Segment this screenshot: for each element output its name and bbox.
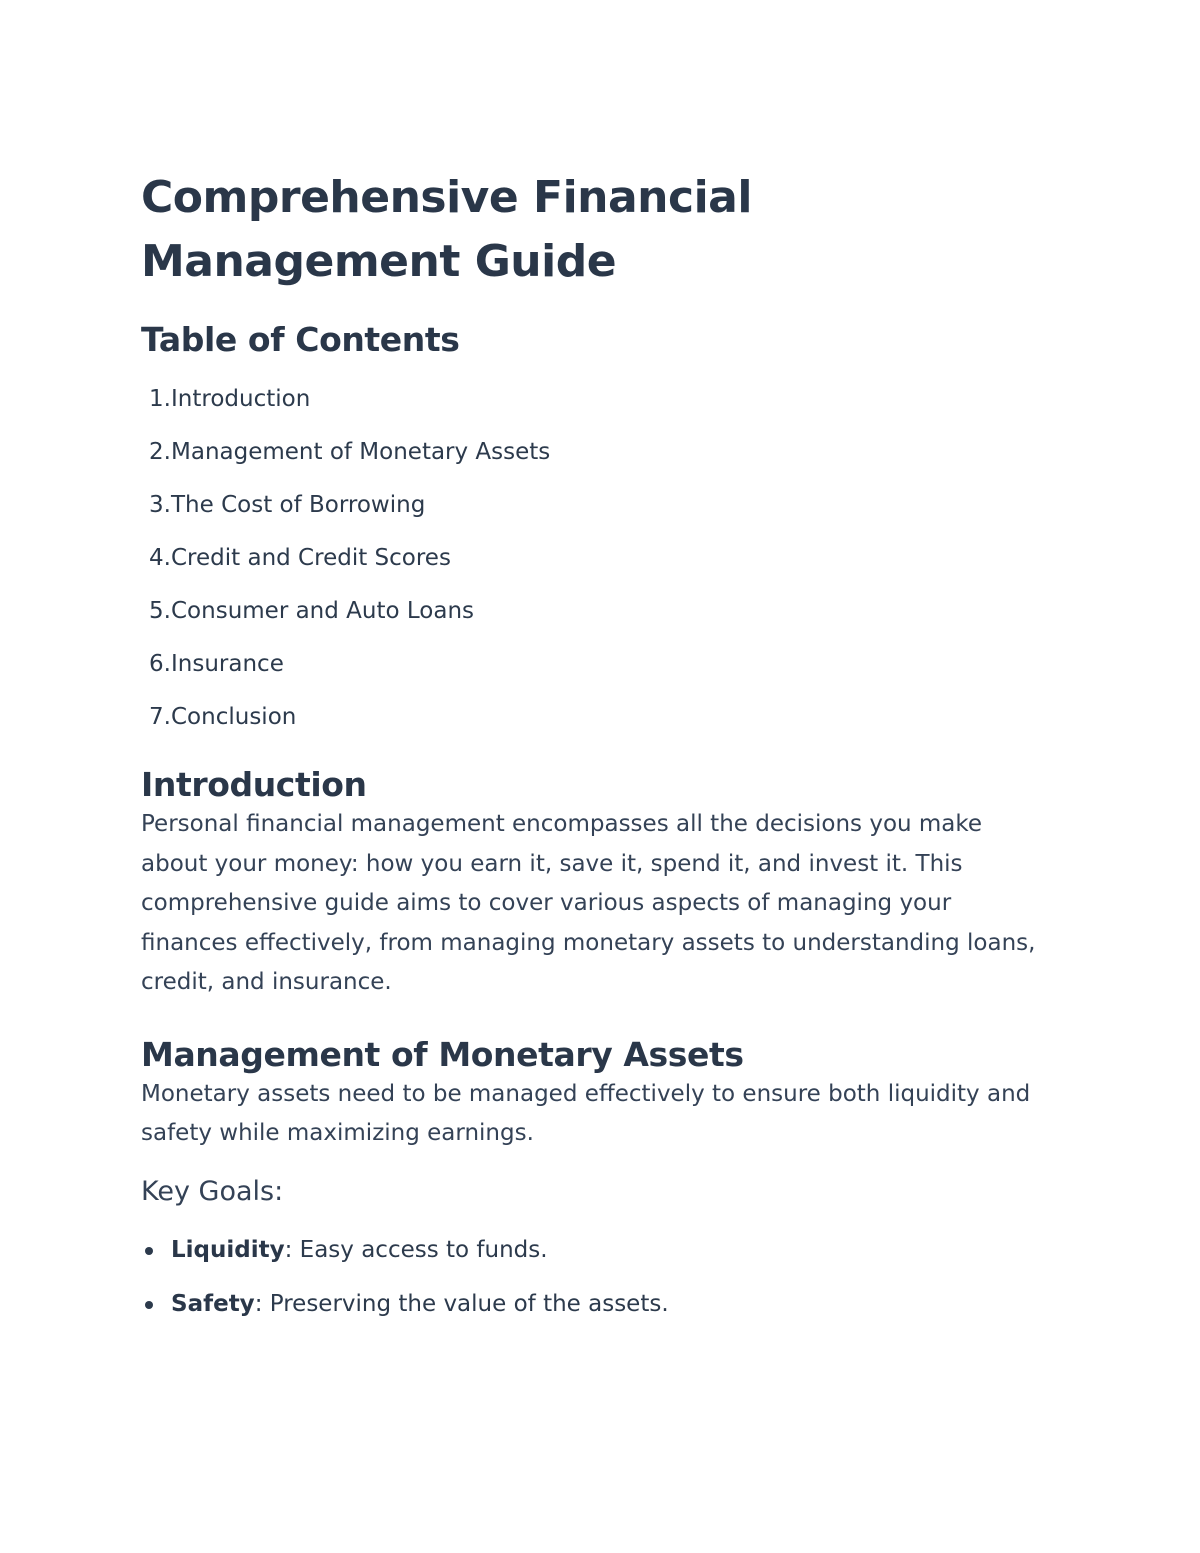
- toc-item-label: The Cost of Borrowing: [171, 492, 426, 518]
- table-of-contents: [141, 384, 1051, 755]
- toc-item-insurance: [141, 649, 1051, 702]
- toc-item-cost-of-borrowing: [141, 490, 1051, 543]
- toc-item-number: 3.: [149, 492, 171, 518]
- toc-item-number: 1.: [149, 386, 171, 412]
- key-goals-heading: Key Goals:: [141, 1175, 284, 1207]
- goal-term: Liquidity: [171, 1236, 285, 1263]
- toc-item-number: 6.: [149, 651, 171, 677]
- introduction-heading: Introduction: [141, 765, 367, 804]
- toc-item-number: 7.: [149, 704, 171, 730]
- toc-item-number: 5.: [149, 598, 171, 624]
- toc-item-label: Conclusion: [171, 704, 297, 730]
- introduction-paragraph: Personal financial management encompasses all the decisions you make about your money: how you earn it, save it, spend it, and invest it. This comprehensive guide aims to cover various aspects of managing your finances effectively, from managing monetary assets to understanding loans, credit, and insurance.: [141, 811, 1036, 995]
- document-title: Comprehensive Financial Management Guide: [141, 172, 752, 287]
- goal-text: [171, 1235, 548, 1265]
- toc-item-conclusion: [141, 702, 1051, 755]
- goal-text: [171, 1289, 669, 1319]
- key-goals-list: [141, 1235, 1051, 1343]
- toc-item-number: 4.: [149, 545, 171, 571]
- goal-description: : Preserving the value of the assets.: [254, 1290, 669, 1317]
- toc-item-number: 2.: [149, 439, 171, 465]
- toc-item-label: Credit and Credit Scores: [171, 545, 451, 571]
- toc-heading: Table of Contents: [141, 320, 460, 359]
- goal-liquidity: [141, 1235, 1051, 1289]
- toc-item-label: Insurance: [171, 651, 284, 677]
- toc-item-label: Introduction: [171, 386, 311, 412]
- toc-item-monetary-assets: [141, 437, 1051, 490]
- monetary-assets-heading: Management of Monetary Assets: [141, 1034, 744, 1074]
- toc-item-label: Management of Monetary Assets: [171, 439, 551, 465]
- monetary-assets-paragraph: Monetary assets need to be managed effectively to ensure both liquidity and safety while maximizing earnings.: [141, 1080, 1031, 1146]
- toc-item-credit-scores: [141, 543, 1051, 596]
- toc-item-introduction: [141, 384, 1051, 437]
- document-page: [141, 166, 1051, 1343]
- toc-item-label: Consumer and Auto Loans: [171, 598, 475, 624]
- goal-description: : Easy access to funds.: [284, 1236, 548, 1263]
- goal-safety: [141, 1289, 1051, 1343]
- toc-item-loans: [141, 596, 1051, 649]
- goal-term: Safety: [171, 1290, 255, 1317]
